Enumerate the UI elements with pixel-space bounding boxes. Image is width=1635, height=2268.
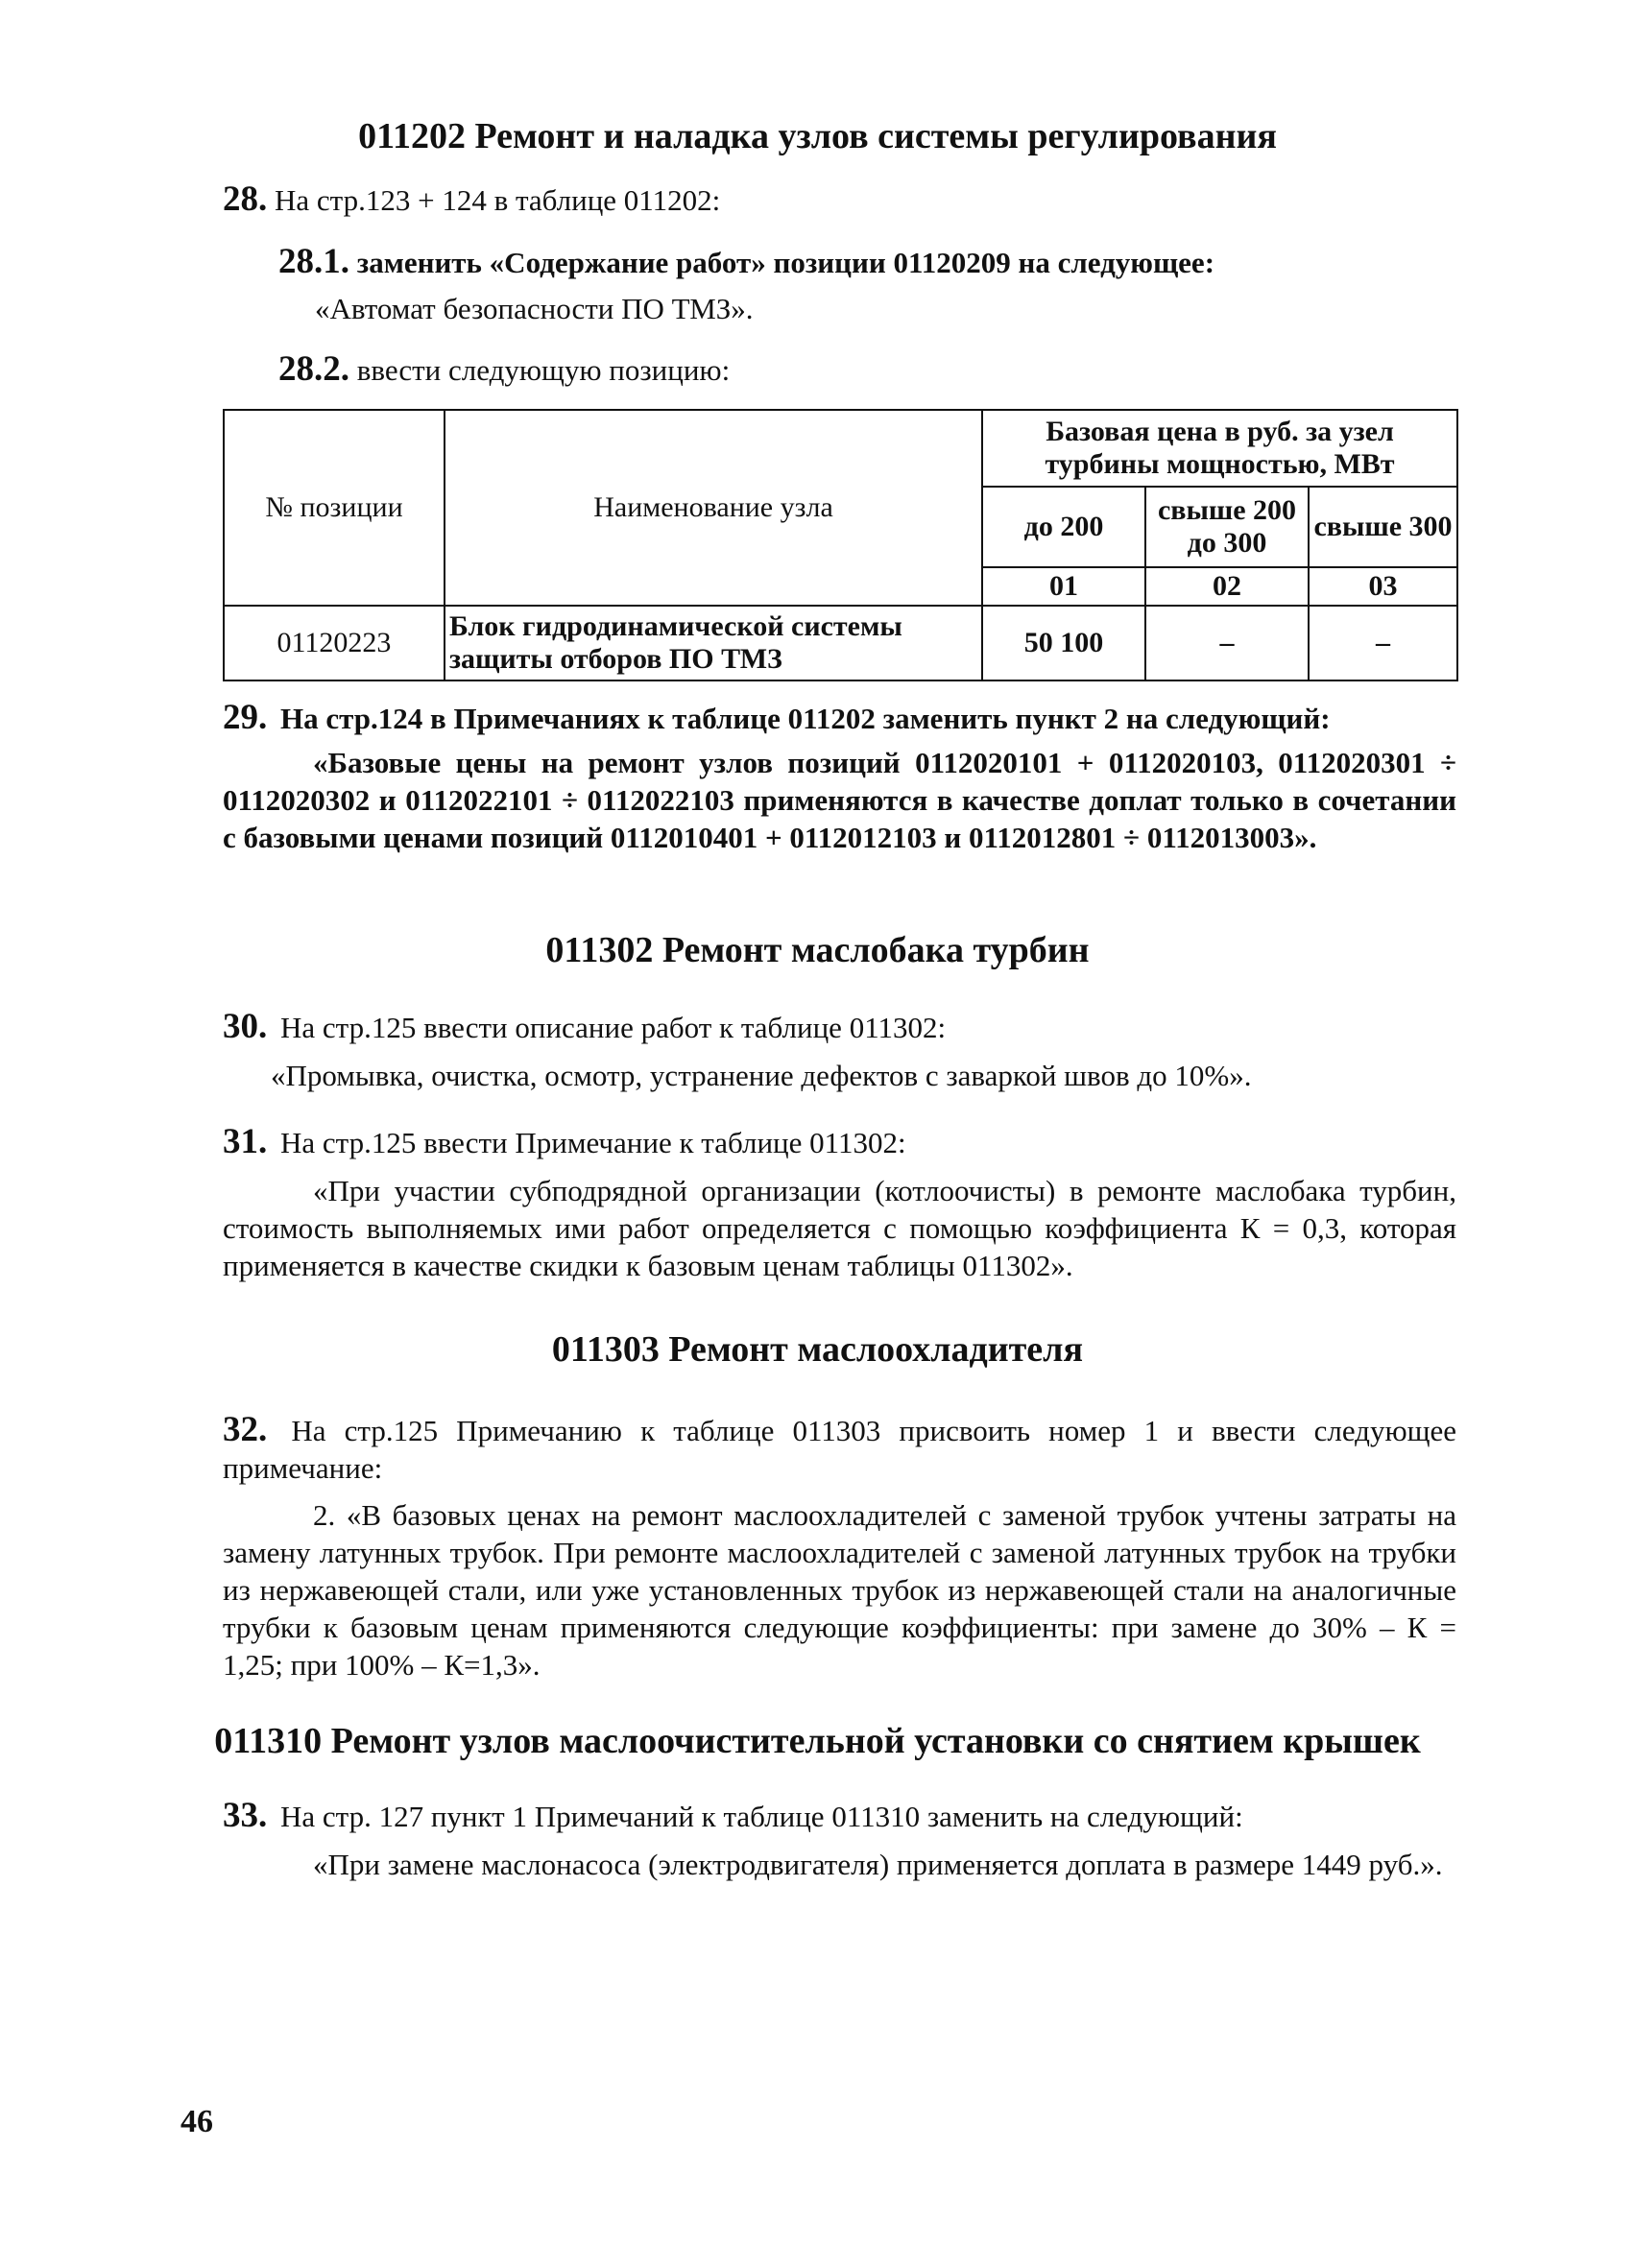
col-name-header: Наименование узла <box>445 410 982 606</box>
item-30-quote: «Промывка, очистка, осмотр, устранение дефектов с заваркой швов до 10%». <box>271 1059 1252 1092</box>
cell-value: – <box>1145 606 1309 680</box>
cell-value: 50 100 <box>982 606 1145 680</box>
item-number: 33. <box>223 1796 268 1835</box>
item-31 <box>223 1123 1456 1284</box>
sub-col-header: свыше 300 <box>1309 487 1457 567</box>
item-number: 31. <box>223 1122 268 1161</box>
sub-col-code: 03 <box>1309 567 1457 606</box>
item-text: На стр.124 в Примечаниях к таблице 011202 заменить пункт 2 на следующий: <box>280 702 1331 735</box>
item-number: 28.2. <box>278 349 349 389</box>
item-31-quote: «При участии субподрядной организации (котлоочисты) в ремонте маслобака турбин, стоимость выполняемых ими работ определяется с помощью коэффициента К = 0,3, которая применяется в качестве скидки к базовым ценам таблицы 011302». <box>223 1174 1456 1282</box>
section-heading-011303: 011303 Ремонт маслоохладителя <box>551 1329 1084 1370</box>
item-number: 29. <box>223 698 268 737</box>
item-33-quote: «При замене маслонасоса (электродвигателя) применяется доплата в размере 1449 руб.». <box>313 1848 1443 1881</box>
item-text: На стр. 127 пункт 1 Примечаний к таблице 011310 заменить на следующий: <box>280 1800 1243 1833</box>
page-number: 46 <box>180 2104 213 2139</box>
cell-value: – <box>1309 606 1457 680</box>
item-29-quote: «Базовые цены на ремонт узлов позиций 0112020101 + 0112020103, 0112020301 ÷ 0112020302 и 0112022101 ÷ 0112022103 применяются в качестве доплат только в сочетании с базовыми ценами позиций 0112010401 + 0112012103 и 0112012801 ÷ 0112013003». <box>223 746 1456 854</box>
item-29 <box>223 699 1456 856</box>
section-heading-011310: 011310 Ремонт узлов маслоочистительной установки со снятием крышек <box>214 1721 1421 1761</box>
item-28 <box>223 180 720 220</box>
sub-col-header: до 200 <box>982 487 1145 567</box>
sub-col-code: 01 <box>982 567 1145 606</box>
item-28-1 <box>278 243 1214 282</box>
cell-name: Блок гидродинамической системы защиты отборов ПО ТМЗ <box>445 606 982 680</box>
item-text: ввести следующую позицию: <box>356 353 731 387</box>
item-number: 30. <box>223 1007 268 1046</box>
item-number: 28.1. <box>278 242 349 281</box>
item-32-head <box>223 1411 1456 1487</box>
item-number: 28. <box>223 179 268 219</box>
col-price-group-header: Базовая цена в руб. за узел турбины мощностью, МВт <box>982 410 1457 487</box>
item-33 <box>223 1797 1456 1883</box>
item-text: На стр.125 ввести Примечание к таблице 011302: <box>280 1126 906 1159</box>
sub-col-header: свыше 200 до 300 <box>1145 487 1309 567</box>
item-32 <box>223 1411 1456 1683</box>
sub-col-code: 02 <box>1145 567 1309 606</box>
item-text: На стр.125 Примечанию к таблице 011303 присвоить номер 1 и ввести следующее примечание: <box>223 1414 1457 1485</box>
item-32-quote: 2. «В базовых ценах на ремонт маслоохладителей с заменой трубок учтены затраты на замену латунных трубок. При ремонте маслоохладителей с заменой латунных трубок на трубки из нержавеющей стали, или уже установленных трубок из нержавеющей стали на аналогичные трубки к базовым ценам применяются следующие коэффициенты: при замене до 30% – К = 1,25; при 100% – К=1,3». <box>223 1498 1456 1682</box>
section-heading-011202: 011202 Ремонт и наладка узлов системы регулирования <box>358 116 1277 156</box>
table-row <box>224 606 1457 680</box>
section-heading-011302: 011302 Ремонт маслобака турбин <box>545 930 1090 970</box>
col-position-header: № позиции <box>224 410 445 606</box>
item-30 <box>223 1008 1456 1095</box>
item-text: На стр.125 ввести описание работ к таблице 011302: <box>280 1011 947 1044</box>
item-28-2 <box>278 350 730 390</box>
cell-position: 01120223 <box>224 606 445 680</box>
item-number: 32. <box>223 1410 268 1449</box>
item-28-1-quote: «Автомат безопасности ПО ТМЗ». <box>315 292 754 325</box>
item-text: На стр.123 + 124 в таблице 011202: <box>275 183 721 217</box>
position-table <box>223 409 1458 681</box>
item-text: заменить «Содержание работ» позиции 01120209 на следующее: <box>356 246 1215 279</box>
